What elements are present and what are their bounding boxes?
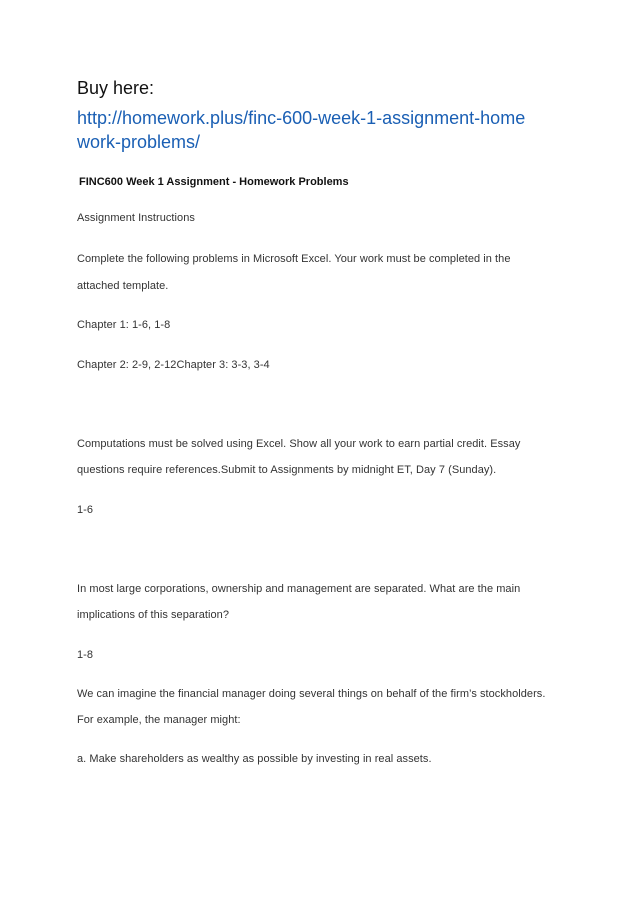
problem-1-8-line-1: We can imagine the financial manager doing several things on behalf of the firm’s stockholders. bbox=[77, 688, 546, 700]
computations-line-1: Computations must be solved using Excel. Show all your work to earn partial credit. Essay bbox=[77, 438, 521, 450]
product-link-line-1[interactable]: http://homework.plus/finc-600-week-1-assignment-home bbox=[77, 108, 526, 128]
chapter-1-problems: Chapter 1: 1-6, 1-8 bbox=[77, 319, 171, 331]
product-link-line-2[interactable]: work-problems/ bbox=[77, 132, 201, 152]
problem-1-8-line-2: For example, the manager might: bbox=[77, 714, 241, 726]
document-title: FINC600 Week 1 Assignment - Homework Problems bbox=[79, 176, 349, 188]
instructions-line-1: Complete the following problems in Microsoft Excel. Your work must be completed in the bbox=[77, 253, 511, 265]
problem-1-8-item-a: a. Make shareholders as wealthy as possible by investing in real assets. bbox=[77, 753, 432, 765]
buy-here-label: Buy here: bbox=[77, 78, 155, 98]
section-heading: Assignment Instructions bbox=[77, 212, 195, 224]
problem-1-6-line-2: implications of this separation? bbox=[77, 609, 230, 621]
problem-1-6-line-1: In most large corporations, ownership and management are separated. What are the main bbox=[77, 583, 521, 595]
chapter-2-3-problems: Chapter 2: 2-9, 2-12Chapter 3: 3-3, 3-4 bbox=[77, 359, 270, 371]
computations-line-2: questions require references.Submit to Assignments by midnight ET, Day 7 (Sunday). bbox=[77, 464, 497, 476]
problem-1-6-label: 1-6 bbox=[77, 504, 94, 516]
problem-1-8-label: 1-8 bbox=[77, 649, 94, 661]
instructions-line-2: attached template. bbox=[77, 280, 169, 292]
